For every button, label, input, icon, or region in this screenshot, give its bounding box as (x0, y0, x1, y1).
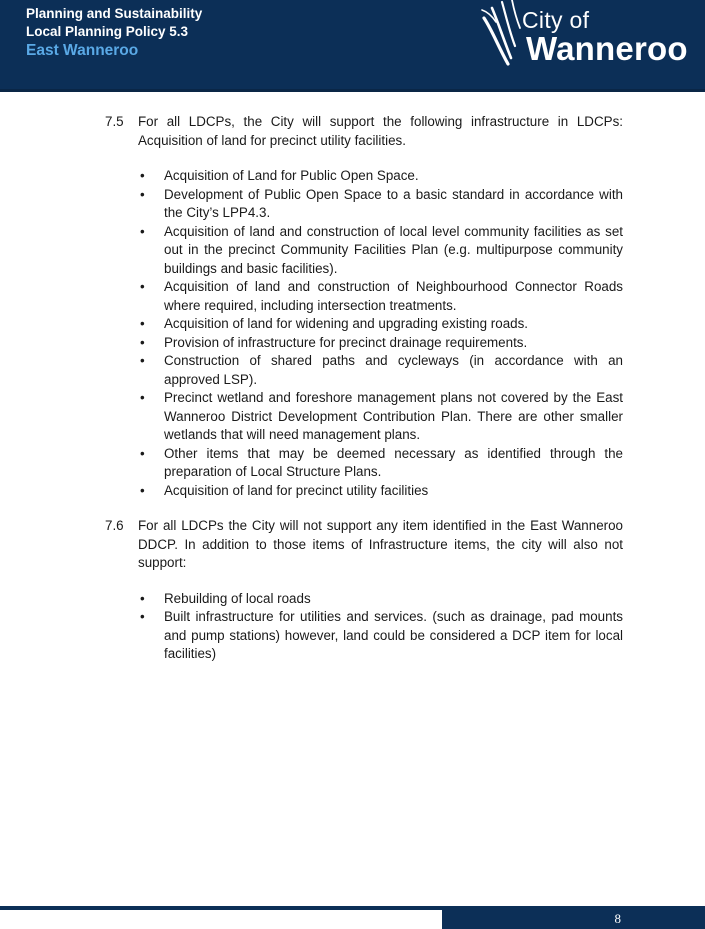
list-item-text: Provision of infrastructure for precinct drainage requirements. (164, 334, 528, 350)
clause-7-5 (105, 113, 623, 150)
bullet-icon: • (140, 334, 145, 350)
list-item (105, 389, 623, 445)
bullet-icon: • (140, 590, 145, 606)
list-item-text: Acquisition of land and construction of Neighbourhood Connector Roads where required, including intersection treatments. (164, 279, 623, 313)
bullet-icon: • (140, 482, 145, 498)
bullet-icon: • (140, 168, 145, 183)
policy-content (105, 113, 623, 664)
list-item-text: Rebuilding of local roads (164, 590, 311, 606)
bullet-icon: • (140, 316, 145, 331)
clause-7-5-bullet-list (105, 167, 623, 500)
clause-text: For all LDCPs, the City will support the following infrastructure in LDCPs: Acquisition of land for precinct utility facilities. (138, 114, 623, 148)
list-item-text: Other items that may be deemed necessary as identified through the preparation of Local Structure Plans. (164, 445, 623, 479)
clause-7-6-bullet-list (105, 590, 623, 664)
header-policy-title: Local Planning Policy 5.3 (26, 24, 189, 39)
list-item (105, 334, 623, 353)
header-area-name: East Wanneroo (26, 42, 139, 59)
list-item-text: Acquisition of land for widening and upgrading existing roads. (164, 316, 529, 331)
list-item (105, 223, 623, 279)
list-item (105, 482, 623, 501)
list-item (105, 186, 623, 223)
list-item-text: Development of Public Open Space to a basic standard in accordance with the City’s LPP4.3. (164, 186, 623, 220)
list-item (105, 278, 623, 315)
bullet-icon: • (140, 445, 145, 461)
document-header (0, 0, 705, 92)
list-item (105, 590, 623, 609)
clause-number: 7.5 (105, 114, 124, 129)
list-item (105, 352, 623, 389)
list-item (105, 167, 623, 186)
list-item-text: Acquisition of land and construction of local level community facilities as set out in the precinct Community Facilities Plan (e.g. multipurpose community buildings and basic facilities). (164, 223, 623, 276)
list-item-text: Built infrastructure for utilities and services. (such as drainage, pad mounts and pump stations) however, land could be considered a DCP item for local facilities) (164, 609, 623, 661)
logo-wanneroo-text: Wanneroo (526, 30, 688, 67)
header-department: Planning and Sustainability (26, 6, 203, 21)
bullet-icon: • (140, 279, 145, 294)
bullet-icon: • (140, 609, 145, 624)
list-item-text: Acquisition of Land for Public Open Space. (164, 168, 419, 183)
city-of-wanneroo-logo (478, 0, 698, 72)
page-number: 8 (614, 911, 621, 926)
list-item-text: Acquisition of land for precinct utility facilities (164, 482, 429, 498)
bullet-icon: • (140, 186, 145, 202)
list-item (105, 445, 623, 482)
bullet-icon: • (140, 223, 145, 239)
header-divider (0, 89, 705, 92)
bullet-icon: • (140, 390, 145, 405)
clause-text: For all LDCPs the City will not support any item identified in the East Wanneroo DDCP. In addition to those items of Infrastructure items, the city will also not support: (138, 518, 623, 570)
list-item (105, 608, 623, 664)
clause-number: 7.6 (105, 518, 124, 533)
wave-logo-icon (478, 0, 528, 66)
clause-7-6 (105, 517, 623, 573)
list-item-text: Construction of shared paths and cycleways (in accordance with an approved LSP). (164, 353, 623, 387)
list-item-text: Precinct wetland and foreshore management plans not covered by the East Wanneroo District Development Contribution Plan. There are other smaller wetlands that will need management plans. (164, 390, 623, 442)
footer-page-box (442, 909, 705, 929)
logo-city-of-text: City of (522, 7, 590, 33)
list-item (105, 315, 623, 334)
bullet-icon: • (140, 353, 145, 368)
